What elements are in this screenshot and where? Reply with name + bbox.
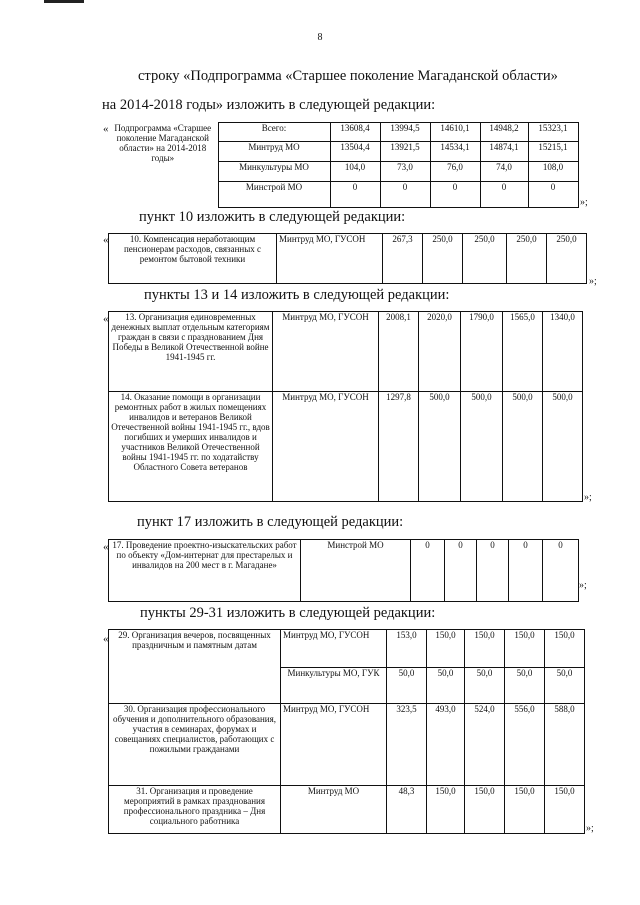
value-cell: 50,0 xyxy=(505,668,545,704)
close-quote: »; xyxy=(586,823,594,834)
value-cell: 0 xyxy=(445,540,477,602)
value-cell: 108,0 xyxy=(528,162,578,182)
value-cell: 50,0 xyxy=(545,668,585,704)
value-cell: 50,0 xyxy=(465,668,505,704)
value-cell: 150,0 xyxy=(545,630,585,668)
value-cell: 250,0 xyxy=(423,234,463,284)
value-cell: 2020,0 xyxy=(419,312,461,392)
value-cell: 14948,2 xyxy=(480,123,528,142)
open-quote: « xyxy=(103,541,109,553)
value-cell: 493,0 xyxy=(427,704,465,786)
value-cell: 50,0 xyxy=(387,668,427,704)
value-cell: 323,5 xyxy=(387,704,427,786)
value-cell: 0 xyxy=(477,540,509,602)
table-row xyxy=(108,123,578,142)
close-quote: »; xyxy=(589,276,597,287)
open-quote: « xyxy=(103,313,109,325)
paragraph-4: пункт 17 изложить в следующей редакции: xyxy=(137,514,404,530)
value-cell: 0 xyxy=(543,540,579,602)
value-cell: 13994,5 xyxy=(380,123,430,142)
item-name: 17. Проведение проектно-изыскательских работ по объекту «Дом-интернат для престарелых и инвалидов на 200 мест в г. Магадане» xyxy=(109,540,301,602)
open-quote: « xyxy=(103,633,109,645)
executor-cell: Минкультуры МО, ГУК xyxy=(281,668,387,704)
value-cell: 500,0 xyxy=(461,392,503,502)
value-cell: 14610,1 xyxy=(430,123,480,142)
close-quote: »; xyxy=(579,580,587,591)
value-cell: 13608,4 xyxy=(330,123,380,142)
value-cell: 150,0 xyxy=(505,786,545,834)
value-cell: 267,3 xyxy=(383,234,423,284)
value-cell: 74,0 xyxy=(480,162,528,182)
value-cell: 0 xyxy=(380,182,430,208)
close-quote: »; xyxy=(580,197,588,208)
page-number: 8 xyxy=(317,32,323,43)
value-cell: 0 xyxy=(509,540,543,602)
paragraph-1-line-2: на 2014-2018 годы» изложить в следующей редакции: xyxy=(102,97,436,113)
value-cell: 250,0 xyxy=(463,234,507,284)
table-row xyxy=(109,392,583,502)
row-label: Минтруд МО xyxy=(218,142,330,162)
paragraph-1-line-1: строку «Подпрограмма «Старшее поколение Магаданской области» xyxy=(138,68,558,84)
items-13-14-table xyxy=(108,311,583,502)
value-cell: 556,0 xyxy=(505,704,545,786)
value-cell: 73,0 xyxy=(380,162,430,182)
value-cell: 50,0 xyxy=(427,668,465,704)
items-29-31-table xyxy=(108,629,585,834)
value-cell: 0 xyxy=(430,182,480,208)
value-cell: 76,0 xyxy=(430,162,480,182)
value-cell: 1790,0 xyxy=(461,312,503,392)
value-cell: 15215,1 xyxy=(528,142,578,162)
executor-cell: Минтруд МО, ГУСОН xyxy=(273,312,379,392)
value-cell: 150,0 xyxy=(427,630,465,668)
paragraph-5: пункты 29-31 изложить в следующей редакции: xyxy=(140,605,436,621)
value-cell: 500,0 xyxy=(503,392,543,502)
value-cell: 48,3 xyxy=(387,786,427,834)
subprogram-name: Подпрограмма «Старшее поколение Магаданской области» на 2014-2018 годы» xyxy=(114,122,212,163)
value-cell: 0 xyxy=(480,182,528,208)
executor-cell: Минтруд МО, ГУСОН xyxy=(273,392,379,502)
value-cell: 500,0 xyxy=(543,392,583,502)
value-cell: 14534,1 xyxy=(430,142,480,162)
value-cell: 150,0 xyxy=(427,786,465,834)
value-cell: 150,0 xyxy=(505,630,545,668)
item-name: 30. Организация профессионального обучения и дополнительного образования, участия в семинарах, форумах и совещаниях специалистов, работающих с пожилыми гражданами xyxy=(109,704,281,786)
value-cell: 588,0 xyxy=(545,704,585,786)
value-cell: 150,0 xyxy=(465,786,505,834)
value-cell: 13921,5 xyxy=(380,142,430,162)
value-cell: 150,0 xyxy=(545,786,585,834)
item-name: 13. Организация единовременных денежных выплат отдельным категориям граждан в связи с празднованием Дня Победы в Великой Отечественной войне 1941-1945 гг. xyxy=(109,312,273,392)
executor-cell: Минстрой МО xyxy=(301,540,411,602)
value-cell: 0 xyxy=(528,182,578,208)
close-quote: »; xyxy=(584,492,592,503)
value-cell: 15323,1 xyxy=(528,123,578,142)
table-row xyxy=(109,630,585,668)
executor-cell: Минтруд МО xyxy=(281,786,387,834)
value-cell: 250,0 xyxy=(547,234,587,284)
item-name: 10. Компенсация неработающим пенсионерам расходов, связанных с ремонтом бытовой техники xyxy=(109,234,277,284)
table-row xyxy=(109,540,579,602)
item-17-table xyxy=(108,539,579,602)
value-cell: 153,0 xyxy=(387,630,427,668)
open-quote: « xyxy=(103,123,109,135)
value-cell: 0 xyxy=(411,540,445,602)
table-row xyxy=(109,704,585,786)
value-cell: 250,0 xyxy=(507,234,547,284)
value-cell: 13504,4 xyxy=(330,142,380,162)
value-cell: 0 xyxy=(330,182,380,208)
executor-cell: Минтруд МО, ГУСОН xyxy=(277,234,383,284)
value-cell: 104,0 xyxy=(330,162,380,182)
value-cell: 1340,0 xyxy=(543,312,583,392)
subprogram-table xyxy=(108,122,579,208)
value-cell: 500,0 xyxy=(419,392,461,502)
item-name: 31. Организация и проведение мероприятий в рамках празднования профессионального праздника – Дня социального работника xyxy=(109,786,281,834)
value-cell: 2008,1 xyxy=(379,312,419,392)
paragraph-3: пункты 13 и 14 изложить в следующей редакции: xyxy=(144,287,450,303)
value-cell: 524,0 xyxy=(465,704,505,786)
item-name: 29. Организация вечеров, посвященных праздничным и памятным датам xyxy=(109,630,281,704)
value-cell: 150,0 xyxy=(465,630,505,668)
row-label: Всего: xyxy=(218,123,330,142)
table-row xyxy=(109,786,585,834)
scan-edge-mark xyxy=(44,0,84,3)
row-label: Минстрой МО xyxy=(218,182,330,208)
value-cell: 1297,8 xyxy=(379,392,419,502)
executor-cell: Минтруд МО, ГУСОН xyxy=(281,630,387,668)
table-row xyxy=(109,234,587,284)
paragraph-2: пункт 10 изложить в следующей редакции: xyxy=(139,209,406,225)
row-label: Минкультуры МО xyxy=(218,162,330,182)
open-quote: « xyxy=(103,234,109,246)
item-10-table xyxy=(108,233,587,284)
item-name: 14. Оказание помощи в организации ремонтных работ в жилых помещениях инвалидов и ветеранов Великой Отечественной войны 1941-1945 гг., вдов погибших и умерших инвалидов и участников Великой Отечественной войны 1941-1945 гг. по ходатайству Областного Совета ветеранов xyxy=(109,392,273,502)
executor-cell: Минтруд МО, ГУСОН xyxy=(281,704,387,786)
table-row xyxy=(109,312,583,392)
value-cell: 14874,1 xyxy=(480,142,528,162)
value-cell: 1565,0 xyxy=(503,312,543,392)
